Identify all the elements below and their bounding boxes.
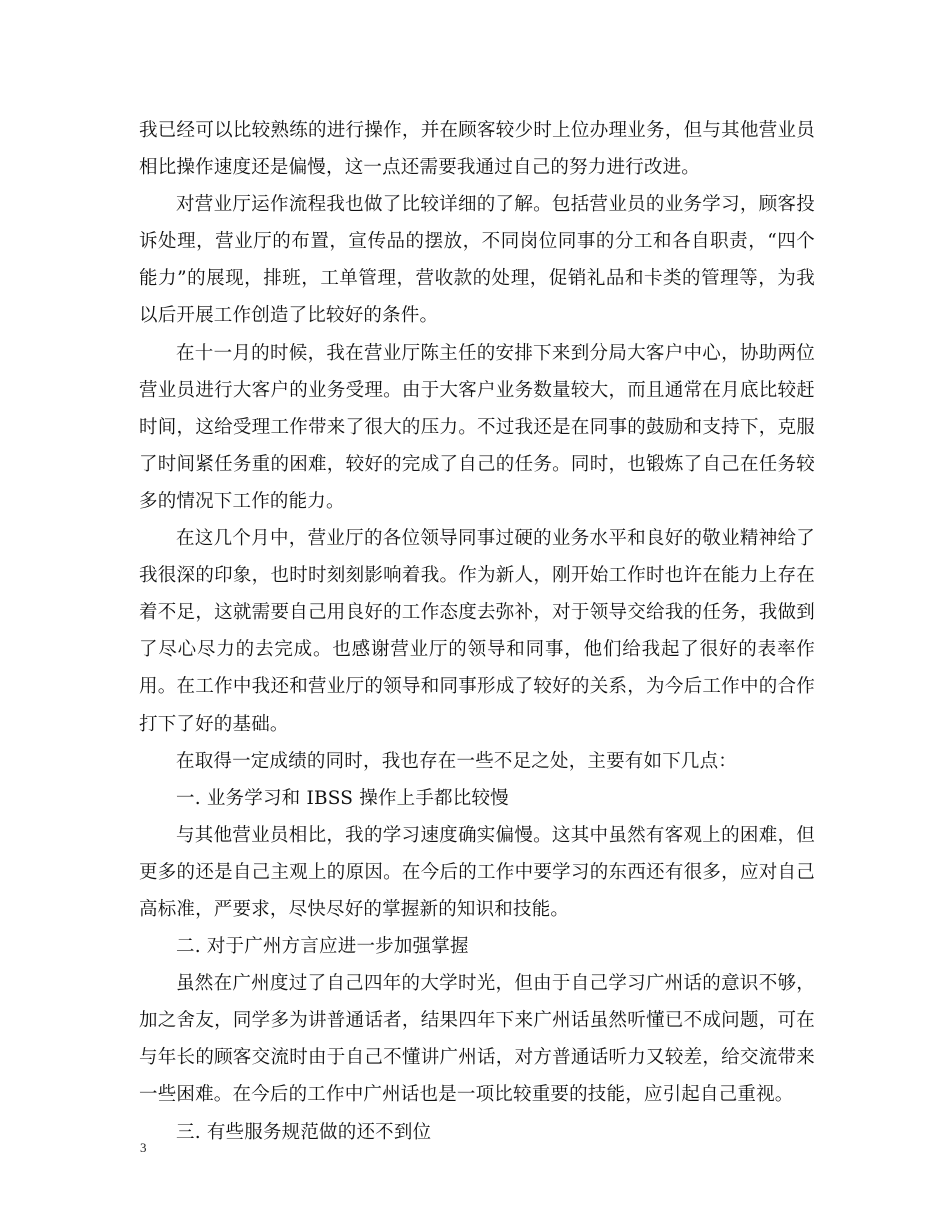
page-number: 3 (140, 1140, 147, 1155)
paragraph-2: 对营业厅运作流程我也做了比较详细的了解。包括营业员的业务学习，顾客投诉处理，营业厅的布置，宣传品的摆放，不同岗位同事的分工和各自职责，“四个能力”的展现，排班，工单管理，营收款的处理，促销礼品和卡类的管理等，为我以后开展工作创造了比较好的条件。 (139, 194, 815, 327)
paragraph-1: 我已经可以比较熟练的进行操作，并在顾客较少时上位办理业务，但与其他营业员相比操作速度还是偏慢，这一点还需要我通过自己的努力进行改进。 (139, 120, 815, 179)
heading-1: 一. 业务学习和 IBSS 操作上手都比较慢 (176, 787, 509, 809)
heading-3: 三. 有些服务规范做的还不到位 (176, 1121, 432, 1143)
paragraph-7: 虽然在广州度过了自己四年的大学时光，但由于自己学习广州话的意识不够，加之舍友，同学多为讲普通话者，结果四年下来广州话虽然听懂已不成问题，可在与年长的顾客交流时由于自己不懂讲广州话，对方普通话听力又较差，给交流带来一些困难。在今后的工作中广州话也是一项比较重要的技能，应引起自己重视。 (139, 973, 815, 1106)
paragraph-5: 在取得一定成绩的同时，我也存在一些不足之处，主要有如下几点： (176, 750, 738, 772)
paragraph-3: 在十一月的时候，我在营业厅陈主任的安排下来到分局大客户中心，协助两位营业员进行大客户的业务受理。由于大客户业务数量较大，而且通常在月底比较赶时间，这给受理工作带来了很大的压力。不过我还是在同事的鼓励和支持下，克服了时间紧任务重的困难，较好的完成了自己的任务。同时，也锻炼了自己在任务较多的情况下工作的能力。 (139, 342, 815, 512)
paragraph-4: 在这几个月中，营业厅的各位领导同事过硬的业务水平和良好的敬业精神给了我很深的印象，也时时刻刻影响着我。作为新人，刚开始工作时也许在能力上存在着不足，这就需要自己用良好的工作态度去弥补，对于领导交给我的任务，我做到了尽心尽力的去完成。也感谢营业厅的领导和同事，他们给我起了很好的表率作用。在工作中我还和营业厅的领导和同事形成了较好的关系，为今后工作中的合作打下了好的基础。 (139, 528, 815, 735)
heading-2: 二. 对于广州方言应进一步加强掌握 (176, 936, 469, 958)
paragraph-6: 与其他营业员相比，我的学习速度确实偏慢。这其中虽然有客观上的困难，但更多的还是自己主观上的原因。在今后的工作中要学习的东西还有很多，应对自己高标准，严要求，尽快尽好的掌握新的知识和技能。 (139, 824, 815, 920)
document-body (139, 112, 815, 1151)
